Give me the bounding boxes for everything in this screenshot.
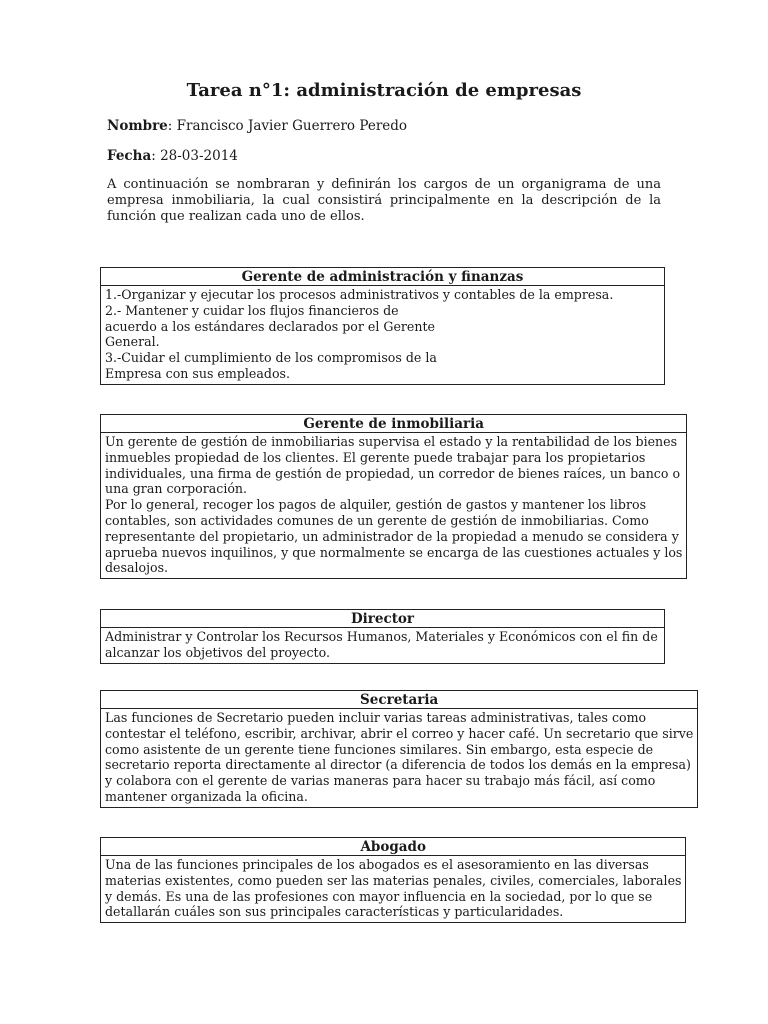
description-line: secretario reporta directamente al director (a diferencia de todos los demás en la empresa) — [105, 757, 691, 773]
description-line: 3.-Cuidar el cumplimiento de los compromisos de la — [105, 350, 437, 366]
intro-paragraph: A continuación se nombraran y definirán los cargos de un organigrama de una empresa inmobiliaria, la cual consistirá principalmente en la descripción de la función que realizan cada uno de ellos. — [107, 177, 661, 224]
description-line: una gran corporación. — [105, 481, 248, 497]
description-line: inmuebles propiedad de los clientes. El gerente puede trabajar para los propietarios — [105, 449, 646, 465]
role-table-gerente-inmobiliaria — [100, 414, 687, 579]
description-line: Un gerente de gestión de inmobiliarias supervisa el estado y la rentabilidad de los bienes — [105, 434, 678, 449]
role-title: Gerente de inmobiliaria — [101, 415, 687, 433]
description-line: y demás. Es una de las profesiones con mayor influencia en la sociedad, por lo que se — [105, 888, 653, 904]
description-line: como asistente de un gerente tiene funciones similares. Sin embargo, esta especie de — [105, 741, 654, 757]
description-line: mantener organizada la oficina. — [105, 788, 308, 804]
description-line: aprueba nuevos inquilinos, y que normalmente se encarga de las cuestiones actuales y los — [105, 544, 683, 560]
role-table-secretaria — [100, 690, 698, 808]
description-line: 2.- Mantener y cuidar los flujos financieros de — [105, 302, 399, 318]
description-line: 1.-Organizar y ejecutar los procesos administrativos y contables de la empresa. — [105, 287, 614, 302]
description-line: materias existentes, como pueden ser las materias penales, civiles, comerciales, laborales — [105, 872, 682, 888]
description-line: contestar el teléfono, escribir, archivar, abrir el correo y hacer café. Un secretario que sirve — [105, 725, 694, 741]
role-table-gerente-administracion — [100, 267, 665, 385]
description-line: contables, son actividades comunes de un gerente de gestión de inmobiliarias. Como — [105, 512, 649, 528]
role-description — [101, 709, 698, 808]
description-line: Administrar y Controlar los Recursos Humanos, Materiales y Económicos con el fin de — [105, 629, 658, 644]
role-description — [101, 286, 665, 385]
date-value: 28-03-2014 — [160, 148, 238, 164]
role-title: Gerente de administración y finanzas — [101, 268, 665, 286]
name-line: Nombre: Francisco Javier Guerrero Peredo — [107, 118, 408, 134]
role-description — [101, 433, 687, 579]
role-title: Secretaria — [101, 691, 698, 709]
description-line: detallarán cuáles son sus principales características y particularidades. — [105, 904, 564, 920]
description-line: acuerdo a los estándares declarados por el Gerente — [105, 318, 435, 334]
description-line: desalojos. — [105, 560, 169, 576]
role-description — [101, 628, 665, 664]
description-line: y colabora con el gerente de varias maneras para hacer su trabajo más fácil, así como — [105, 773, 656, 789]
date-line: Fecha: 28-03-2014 — [107, 148, 238, 164]
document-title: Tarea n°1: administración de empresas — [186, 80, 582, 101]
description-line: Por lo general, recoger los pagos de alquiler, gestión de gastos y mantener los libros — [105, 497, 647, 513]
description-line: General. — [105, 334, 160, 350]
description-line: alcanzar los objetivos del proyecto. — [105, 644, 330, 660]
description-line: representante del propietario, un administrador de la propiedad a menudo se considera y — [105, 528, 679, 544]
role-table-abogado — [100, 837, 686, 923]
description-line: individuales, una firma de gestión de propiedad, un corredor de bienes raíces, un banco o — [105, 465, 681, 481]
role-title: Director — [101, 610, 665, 628]
name-value: Francisco Javier Guerrero Peredo — [176, 118, 408, 134]
role-title: Abogado — [101, 838, 686, 856]
description-line: Empresa con sus empleados. — [105, 365, 290, 381]
date-label: Fecha — [107, 148, 152, 164]
name-label: Nombre — [107, 118, 168, 134]
description-line: Las funciones de Secretario pueden incluir varias tareas administrativas, tales como — [105, 710, 647, 725]
description-line: Una de las funciones principales de los abogados es el asesoramiento en las diversas — [105, 857, 649, 872]
role-description — [101, 856, 686, 923]
role-table-director — [100, 609, 665, 664]
